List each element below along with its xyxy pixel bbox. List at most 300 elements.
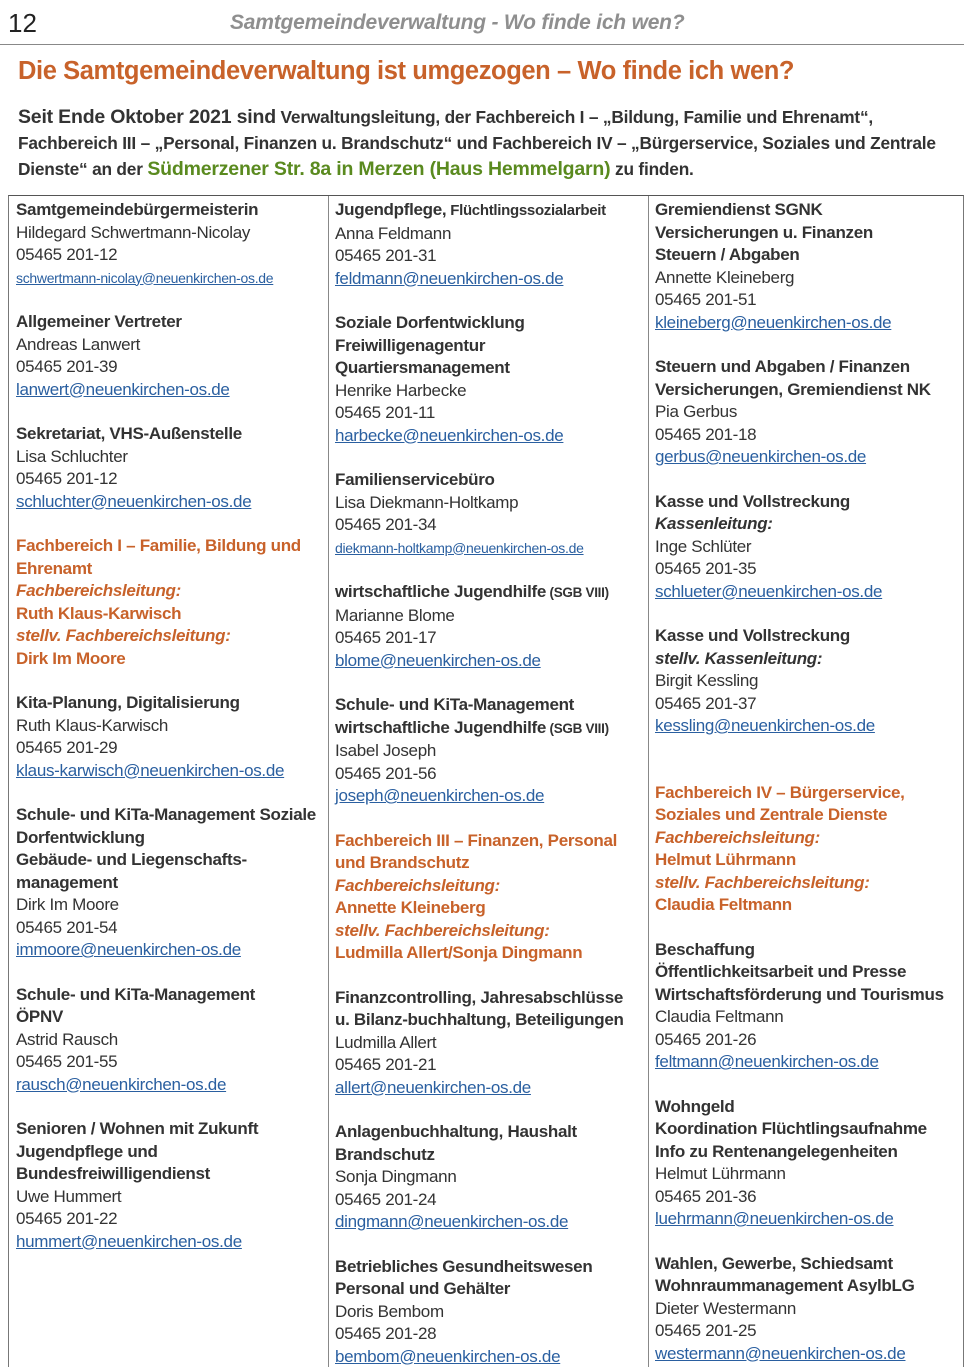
intro-line2: Fachbereich III – „Personal, Finanzen u. Brandschutz“ und Fachbereich IV – „Bürgerservice, Soziales und Zentrale <box>18 133 936 153</box>
section-heading-text: u. Bilanz-buchhaltung, Beteiligungen <box>335 1010 624 1029</box>
email-link[interactable] <box>335 425 648 448</box>
email-link[interactable] <box>655 581 963 604</box>
contact-name-text: Claudia Feltmann <box>655 1007 784 1026</box>
phone-number <box>335 1189 648 1212</box>
phone-number-text: 05465 201-11 <box>335 403 436 422</box>
phone-number <box>335 514 648 537</box>
contact-name <box>16 1186 328 1209</box>
phone-number <box>16 244 328 267</box>
role-label-text: stellv. Fachbereichsleitung: <box>16 626 231 645</box>
contact-name-text: Helmut Lührmann <box>655 1164 786 1183</box>
email-link-text[interactable]: schwertmann-nicolay@neuenkirchen-os.de <box>16 269 274 286</box>
department-heading <box>16 603 328 626</box>
section-heading-text: Schule- und KiTa-Management <box>335 695 575 714</box>
contact-name-text: Hildegard Schwertmann-Nicolay <box>16 222 251 242</box>
email-link-text[interactable]: harbecke@neuenkirchen-os.de <box>335 425 564 445</box>
section-heading <box>16 1141 328 1164</box>
contact-block <box>16 804 328 962</box>
department-heading <box>335 830 648 853</box>
email-link-text[interactable]: allert@neuenkirchen-os.de <box>335 1077 531 1097</box>
contact-name-text: Inge Schlüter <box>655 536 752 556</box>
department-heading-text: Soziales und Zentrale Dienste <box>655 805 888 824</box>
email-link-text[interactable]: bembom@neuenkirchen-os.de <box>335 1346 561 1366</box>
section-heading-text: Kasse und Vollstreckung <box>655 626 850 645</box>
contact-name <box>655 1298 963 1321</box>
phone-number-text: 05465 201-36 <box>655 1186 757 1206</box>
email-link-text[interactable]: diekmann-holtkamp@neuenkirchen-os.de <box>335 539 584 556</box>
contact-name-text: Doris Bembom <box>335 1301 444 1321</box>
section-heading <box>655 1141 963 1164</box>
email-link-text[interactable]: dingmann@neuenkirchen-os.de <box>335 1212 569 1231</box>
contact-directory <box>8 195 964 1367</box>
section-heading <box>655 625 963 648</box>
section-heading <box>16 423 328 446</box>
department-heading-text: Claudia Feltmann <box>655 895 792 914</box>
header-divider <box>0 44 964 45</box>
role-label <box>335 875 648 898</box>
department-heading <box>655 804 963 827</box>
department-heading-text: Fachbereich IV – Bürgerservice, <box>655 782 905 802</box>
section-heading <box>16 199 328 222</box>
section-heading <box>16 984 328 1007</box>
email-link[interactable] <box>16 491 328 514</box>
contact-name-text: Isabel Joseph <box>335 741 437 760</box>
section-heading <box>16 827 328 850</box>
email-link-text[interactable]: schluchter@neuenkirchen-os.de <box>16 491 252 511</box>
role-label-text: stellv. Fachbereichsleitung: <box>655 872 870 892</box>
section-heading <box>16 849 328 872</box>
contact-name <box>16 334 328 357</box>
section-heading-text: Info zu Rentenangelegenheiten <box>655 1141 898 1161</box>
section-heading <box>655 1275 963 1298</box>
contact-block <box>335 1121 648 1234</box>
contact-block <box>655 1253 963 1366</box>
intro-line3-a: Dienste“ an der <box>18 159 148 179</box>
page-title: Die Samtgemeindeverwaltung ist umgezogen – Wo finde ich wen? <box>18 57 795 85</box>
email-link-text[interactable]: westermann@neuenkirchen-os.de <box>655 1343 906 1363</box>
contact-name-text: Anna Feldmann <box>335 223 452 243</box>
contact-name <box>655 670 963 693</box>
section-heading-text: Schule- und KiTa-Management <box>16 984 256 1004</box>
section-heading-text: Wohnraummanagement AsylbLG <box>655 1276 915 1295</box>
email-link[interactable] <box>16 1231 328 1254</box>
section-heading <box>16 1118 328 1141</box>
section-heading <box>335 1144 648 1167</box>
contact-name <box>16 715 328 738</box>
contact-name <box>335 223 648 246</box>
department-heading-text: Ludmilla Allert/Sonja Dingmann <box>335 943 583 962</box>
contact-block <box>335 830 648 965</box>
department-heading-text: Fachbereich I – Familie, Bildung und <box>16 536 301 555</box>
email-link[interactable] <box>335 1211 648 1234</box>
phone-number-text: 05465 201-18 <box>655 424 757 444</box>
contact-block <box>335 694 648 808</box>
contact-block <box>655 625 963 738</box>
contact-name-text: Marianne Blome <box>335 605 455 625</box>
email-link[interactable] <box>335 650 648 673</box>
phone-number-text: 05465 201-26 <box>655 1029 757 1049</box>
section-heading-text: Finanzcontrolling, Jahresabschlüsse <box>335 987 624 1007</box>
phone-number-text: 05465 201-17 <box>335 628 437 647</box>
section-heading-text: Gebäude- und Liegenschafts- <box>16 850 247 869</box>
section-heading-text: Bundesfreiwilligendienst <box>16 1164 210 1183</box>
section-heading <box>335 312 648 335</box>
section-heading-text: Allgemeiner Vertreter <box>16 312 182 331</box>
contact-block <box>16 984 328 1097</box>
department-heading <box>335 942 648 965</box>
section-heading-text: Steuern / Abgaben <box>655 245 800 264</box>
section-heading-text: Koordination Flüchtlingsaufnahme <box>655 1119 927 1138</box>
contact-name <box>655 1006 963 1029</box>
contact-name <box>655 1163 963 1186</box>
phone-number-text: 05465 201-37 <box>655 693 757 713</box>
section-heading-text: wirtschaftliche Jugendhilfe <box>335 582 547 601</box>
department-heading <box>335 897 648 920</box>
section-heading-text: Öffentlichkeitsarbeit und Presse <box>655 962 907 981</box>
contact-block <box>335 581 648 672</box>
email-link[interactable] <box>655 1051 963 1074</box>
phone-number-text: 05465 201-34 <box>335 515 437 534</box>
directory-column-3 <box>648 196 963 1367</box>
section-heading-text: Kasse und Vollstreckung <box>655 491 850 511</box>
email-link[interactable] <box>655 715 963 738</box>
department-heading <box>655 782 963 805</box>
department-heading <box>655 894 963 917</box>
phone-number-text: 05465 201-25 <box>655 1321 757 1340</box>
phone-number-text: 05465 201-28 <box>335 1324 437 1343</box>
contact-block <box>655 1096 963 1231</box>
phone-number-text: 05465 201-54 <box>16 917 118 937</box>
role-label <box>335 920 648 943</box>
section-heading <box>16 1163 328 1186</box>
email-link-text[interactable]: luehrmann@neuenkirchen-os.de <box>655 1209 894 1228</box>
section-heading <box>655 1118 963 1141</box>
section-heading <box>655 961 963 984</box>
email-link-text[interactable]: lanwert@neuenkirchen-os.de <box>16 379 230 399</box>
email-link-text[interactable]: rausch@neuenkirchen-os.de <box>16 1074 227 1094</box>
section-heading-text: Betriebliches Gesundheitswesen <box>335 1256 593 1276</box>
phone-number <box>335 1323 648 1346</box>
page-header <box>0 0 968 46</box>
directory-column-2 <box>328 196 649 1367</box>
contact-block <box>655 782 963 917</box>
contact-block <box>655 356 963 469</box>
section-heading <box>655 491 963 514</box>
contact-block <box>16 199 328 289</box>
directory-column-1 <box>9 196 329 1367</box>
contact-name <box>655 267 963 290</box>
phone-number <box>16 468 328 491</box>
section-heading-text: Brandschutz <box>335 1144 435 1164</box>
contact-block <box>655 199 963 334</box>
phone-number-text: 05465 201-35 <box>655 559 757 578</box>
section-heading-text: Quartiersmanagement <box>335 358 510 377</box>
section-heading <box>335 1256 648 1279</box>
email-link[interactable] <box>655 446 963 469</box>
section-heading-text: Dorfentwicklung <box>16 827 145 847</box>
heading-suffix: Flüchtlingssozialarbeit <box>446 202 606 219</box>
role-label <box>655 872 963 895</box>
section-heading-text: Gremiendienst SGNK <box>655 200 823 219</box>
email-link[interactable] <box>335 268 648 291</box>
section-heading <box>655 1096 963 1119</box>
department-heading <box>16 558 328 581</box>
phone-number <box>655 424 963 447</box>
contact-name <box>335 740 648 763</box>
phone-number <box>16 917 328 940</box>
section-heading-text: Schule- und KiTa-Management Soziale <box>16 805 316 824</box>
intro-address: Südmerzener Str. 8a in Merzen (Haus Hemmelgarn) <box>147 158 611 180</box>
email-link-text[interactable]: joseph@neuenkirchen-os.de <box>335 786 545 805</box>
contact-name-text: Dieter Westermann <box>655 1298 797 1318</box>
role-label <box>16 580 328 603</box>
email-link[interactable] <box>335 1077 648 1100</box>
section-heading-text: Versicherungen u. Finanzen <box>655 222 873 242</box>
role-label-text: Fachbereichsleitung: <box>16 581 181 600</box>
email-link[interactable] <box>16 267 328 290</box>
section-heading-text: Samtgemeindebürgermeisterin <box>16 200 259 219</box>
phone-number <box>335 1054 648 1077</box>
email-link[interactable] <box>655 312 963 335</box>
contact-name <box>335 492 648 515</box>
email-link-text[interactable]: klaus-karwisch@neuenkirchen-os.de <box>16 760 285 780</box>
email-link[interactable] <box>16 939 328 962</box>
contact-name <box>335 1032 648 1055</box>
page-number: 12 <box>8 8 37 38</box>
contact-block <box>16 535 328 670</box>
section-heading-text: Familienservicebüro <box>335 470 495 489</box>
phone-number <box>655 289 963 312</box>
phone-number-text: 05465 201-24 <box>335 1189 437 1209</box>
section-heading <box>335 1121 648 1144</box>
department-heading-text: Helmut Lührmann <box>655 850 796 869</box>
email-link[interactable] <box>16 1074 328 1097</box>
contact-name <box>335 605 648 628</box>
phone-number <box>655 693 963 716</box>
email-link-text[interactable]: feldmann@neuenkirchen-os.de <box>335 268 564 288</box>
role-label-text: Kassenleitung: <box>655 514 773 533</box>
department-heading-text: Dirk Im Moore <box>16 648 126 668</box>
section-heading <box>16 692 328 715</box>
section-heading-text: Steuern und Abgaben / Finanzen <box>655 357 910 376</box>
section-heading <box>655 1253 963 1276</box>
contact-block <box>335 1256 648 1369</box>
contact-block <box>655 491 963 604</box>
section-heading-text: Personal und Gehälter <box>335 1279 511 1298</box>
department-heading-text: Ruth Klaus-Karwisch <box>16 603 182 623</box>
email-link-text[interactable]: blome@neuenkirchen-os.de <box>335 650 541 670</box>
email-link[interactable] <box>655 1343 963 1366</box>
contact-name-text: Birgit Kessling <box>655 671 759 690</box>
section-heading <box>655 199 963 222</box>
email-link[interactable] <box>335 1346 648 1369</box>
section-heading <box>335 1278 648 1301</box>
section-heading-text: Beschaffung <box>655 939 755 959</box>
phone-number-text: 05465 201-31 <box>335 246 437 265</box>
section-heading <box>335 717 648 741</box>
section-heading <box>655 222 963 245</box>
section-heading-text: Wirtschaftsförderung und Tourismus <box>655 984 944 1004</box>
department-heading <box>335 852 648 875</box>
section-heading <box>335 1009 648 1032</box>
phone-number <box>655 1186 963 1209</box>
section-heading <box>335 469 648 492</box>
phone-number-text: 05465 201-51 <box>655 290 757 309</box>
role-label <box>655 827 963 850</box>
contact-block <box>16 423 328 513</box>
contact-name-text: Ludmilla Allert <box>335 1032 437 1052</box>
contact-block <box>16 1118 328 1253</box>
section-heading <box>335 199 648 223</box>
contact-name-text: Uwe Hummert <box>16 1186 122 1206</box>
phone-number <box>655 1320 963 1343</box>
contact-block <box>335 987 648 1100</box>
section-heading-text: Freiwilligenagentur <box>335 335 486 355</box>
section-heading <box>16 311 328 334</box>
contact-name <box>16 446 328 469</box>
role-label <box>16 625 328 648</box>
department-heading-text: und Brandschutz <box>335 853 470 872</box>
section-heading <box>16 1006 328 1029</box>
contact-name <box>16 222 328 245</box>
section-heading <box>655 244 963 267</box>
role-label <box>655 648 963 671</box>
contact-name <box>655 401 963 424</box>
contact-name-text: Andreas Lanwert <box>16 334 141 354</box>
role-label-text: stellv. Fachbereichsleitung: <box>335 920 550 940</box>
phone-number <box>16 737 328 760</box>
phone-number <box>16 356 328 379</box>
section-heading-text: Jugendpflege, <box>335 200 447 219</box>
section-heading-text: management <box>16 872 118 892</box>
department-heading-text: Fachbereich III – Finanzen, Personal <box>335 830 618 850</box>
contact-name-text: Astrid Rausch <box>16 1029 118 1049</box>
phone-number <box>16 1051 328 1074</box>
section-heading-text: Wahlen, Gewerbe, Schiedsamt <box>655 1253 893 1273</box>
section-heading <box>335 694 648 717</box>
phone-number-text: 05465 201-39 <box>16 357 118 376</box>
email-link[interactable] <box>335 785 648 808</box>
section-heading-text: ÖPNV <box>16 1007 63 1026</box>
contact-name <box>16 894 328 917</box>
intro-line1: Verwaltungsleitung, der Fachbereich I – „Bildung, Familie und Ehrenamt“, <box>275 107 874 127</box>
department-heading-text: Annette Kleineberg <box>335 898 486 917</box>
contact-name-text: Pia Gerbus <box>655 402 738 421</box>
contact-name-text: Sonja Dingmann <box>335 1167 457 1186</box>
heading-suffix: (SGB VIII) <box>546 720 609 736</box>
intro-line3-b: zu finden. <box>610 159 694 179</box>
contact-name-text: Ruth Klaus-Karwisch <box>16 715 169 735</box>
role-label <box>655 513 963 536</box>
intro-lead: Seit Ende Oktober 2021 sind <box>18 106 276 128</box>
phone-number-text: 05465 201-22 <box>16 1209 118 1228</box>
contact-block <box>16 311 328 401</box>
phone-number <box>16 1208 328 1231</box>
email-link[interactable] <box>16 760 328 783</box>
phone-number <box>655 1029 963 1052</box>
phone-number <box>335 763 648 786</box>
email-link[interactable] <box>655 1208 963 1231</box>
email-link-text[interactable]: gerbus@neuenkirchen-os.de <box>655 447 867 466</box>
role-label-text: Fachbereichsleitung: <box>655 827 820 847</box>
department-heading-text: Ehrenamt <box>16 558 93 578</box>
section-heading-text: wirtschaftliche Jugendhilfe <box>335 717 547 737</box>
department-heading <box>16 648 328 671</box>
phone-number-text: 05465 201-12 <box>16 245 118 264</box>
section-heading-text: Versicherungen, Gremiendienst NK <box>655 379 931 399</box>
contact-name-text: Henrike Harbecke <box>335 380 467 400</box>
section-heading-text: Senioren / Wohnen mit Zukunft <box>16 1119 259 1138</box>
phone-number <box>335 245 648 268</box>
phone-number-text: 05465 201-12 <box>16 469 118 488</box>
role-label-text: Fachbereichsleitung: <box>335 875 500 895</box>
contact-name <box>16 1029 328 1052</box>
contact-name-text: Annette Kleineberg <box>655 267 795 287</box>
contact-name <box>335 1166 648 1189</box>
contact-name <box>655 536 963 559</box>
section-heading-text: Wohngeld <box>655 1096 735 1116</box>
role-label-text: stellv. Kassenleitung: <box>655 648 823 668</box>
department-heading <box>655 849 963 872</box>
section-heading <box>16 804 328 827</box>
section-heading <box>655 984 963 1007</box>
heading-suffix: (SGB VIII) <box>546 585 609 600</box>
section-heading <box>335 357 648 380</box>
email-link-text[interactable]: schlueter@neuenkirchen-os.de <box>655 581 883 601</box>
contact-block <box>655 939 963 1074</box>
email-link-text[interactable]: immoore@neuenkirchen-os.de <box>16 940 241 959</box>
section-heading <box>655 356 963 379</box>
email-link-text[interactable]: hummert@neuenkirchen-os.de <box>16 1231 242 1251</box>
phone-number-text: 05465 201-56 <box>335 763 437 783</box>
section-heading <box>655 939 963 962</box>
contact-name-text: Dirk Im Moore <box>16 895 119 914</box>
phone-number <box>335 402 648 425</box>
section-heading-text: Sekretariat, VHS-Außenstelle <box>16 424 242 443</box>
section-heading-text: Kita-Planung, Digitalisierung <box>16 693 240 712</box>
email-link[interactable] <box>16 379 328 402</box>
contact-block <box>16 692 328 782</box>
section-heading <box>16 872 328 895</box>
phone-number-text: 05465 201-29 <box>16 738 118 757</box>
department-heading <box>16 535 328 558</box>
section-heading-text: Anlagenbuchhaltung, Haushalt <box>335 1122 577 1141</box>
section-heading <box>335 581 648 605</box>
section-heading-text: Jugendpflege und <box>16 1141 158 1161</box>
email-link[interactable] <box>335 537 648 560</box>
intro-paragraph <box>18 104 948 182</box>
section-heading-text: Soziale Dorfentwicklung <box>335 313 525 332</box>
contact-block <box>335 199 648 290</box>
section-heading <box>655 379 963 402</box>
email-link-text[interactable]: kleineberg@neuenkirchen-os.de <box>655 312 892 332</box>
phone-number-text: 05465 201-21 <box>335 1055 437 1074</box>
email-link-text[interactable]: kessling@neuenkirchen-os.de <box>655 716 875 735</box>
running-title: Samtgemeindeverwaltung - Wo finde ich wen? <box>230 11 685 34</box>
contact-name <box>335 1301 648 1324</box>
email-link-text[interactable]: feltmann@neuenkirchen-os.de <box>655 1052 879 1071</box>
phone-number <box>335 627 648 650</box>
phone-number-text: 05465 201-55 <box>16 1052 118 1071</box>
contact-block <box>335 469 648 559</box>
phone-number <box>655 558 963 581</box>
contact-name-text: Lisa Schluchter <box>16 446 128 466</box>
section-heading <box>335 987 648 1010</box>
contact-name-text: Lisa Diekmann-Holtkamp <box>335 492 519 512</box>
section-heading <box>335 335 648 358</box>
contact-block <box>335 312 648 447</box>
contact-name <box>335 380 648 403</box>
